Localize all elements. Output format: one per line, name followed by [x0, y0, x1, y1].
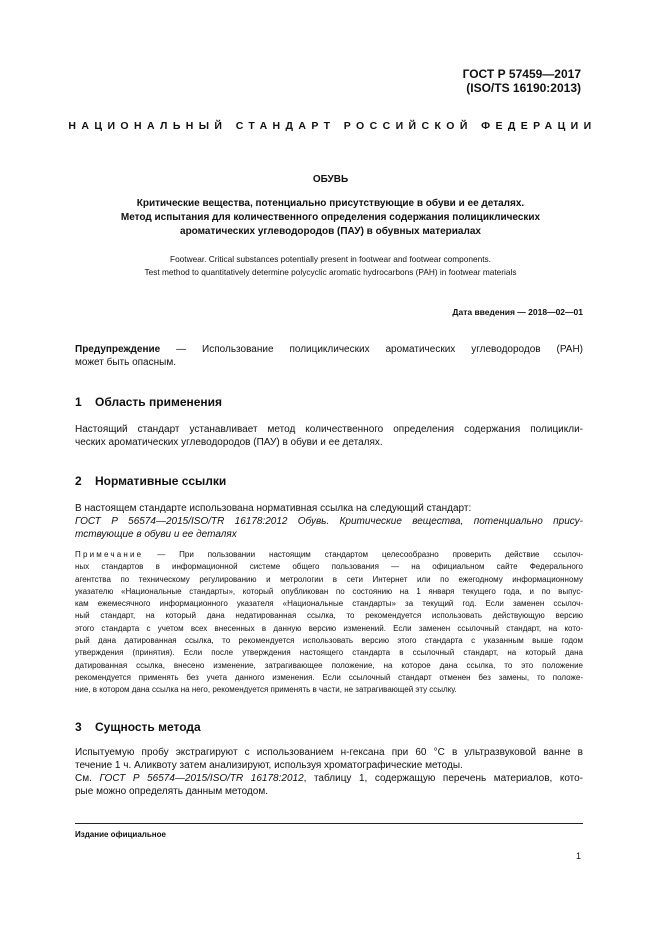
section-3-p2-prefix: См. [75, 773, 100, 784]
section-2-ref-line2: тствующие в обуви и ее деталях [75, 529, 237, 540]
section-3-p1-line1: Испытуемую пробу экстрагируют с использованием н-гексана при 60 °С в ультразвуковой ванне в [75, 747, 583, 758]
note-line-11: ние, в котором дана ссылка на него, рекомендуется применять в части, не затрагивающей эту ссылку. [75, 685, 457, 695]
note-line-4: кам ежемесячного информационного указателя «Национальные стандарты» за текущий год. Если заменен ссылоч- [75, 599, 583, 609]
section-3-number: 3 [75, 720, 82, 734]
note-line-0: — При пользовании настоящим стандартом целесообразно проверить действие ссылоч- [143, 550, 583, 559]
note-line-7: рый дана датированная ссылка, то рекомендуется использовать версию этого стандарта с указанным выше годом [75, 636, 583, 646]
section-1-line2: ческих ароматических углеводородов (ПАУ) в обуви и ее деталях. [75, 437, 383, 448]
section-3-title: Сущность метода [95, 720, 201, 734]
section-3-p2-line2: рые можно определять данным методом. [75, 786, 268, 797]
note-line-10: рекомендуется применять без учета данного изменения. Если ссылочный стандарт отменен без замены, то положе- [75, 672, 583, 682]
english-title [60, 253, 601, 279]
section-1-title: Область применения [95, 395, 223, 409]
note-line-5: ный стандарт, на который дана недатированная ссылка, то рекомендуется использовать действующую версию [75, 611, 583, 621]
national-standard-heading: НАЦИОНАЛЬНЫЙ СТАНДАРТ РОССИЙСКОЙ ФЕДЕРАЦИИ [68, 120, 597, 132]
note-line-6: этого стандарта с учетом всех внесенных в данную версию изменений. Если заменен ссылочный стандарт, на кото- [75, 623, 583, 633]
section-1-heading [75, 395, 222, 409]
document-title: ОБУВЬ [312, 174, 349, 185]
section-2-text [75, 502, 583, 541]
standard-code-line1: ГОСТ Р 57459—2017 [462, 67, 581, 81]
subtitle-line3: ароматических углеводородов (ПАУ) в обувных материалах [180, 226, 481, 237]
footer-divider [75, 823, 583, 824]
section-3-p2-rest: , таблицу 1, содержащую перечень материалов, кото- [303, 773, 584, 784]
subtitle-line2: Метод испытания для количественного определения содержания полициклических [120, 212, 541, 223]
note-line-2: агентства по техническому регулированию и метрологии в сети Интернет или по ежегодному информационному [75, 574, 583, 584]
warning-label: Предупреждение [75, 344, 161, 355]
section-2-line1: В настоящем стандарте использована нормативная ссылка на следующий стандарт: [75, 503, 472, 514]
note-line-1: ных стандартов в информационной системе общего пользования — на официальном сайте Федерального [75, 562, 583, 572]
page-number: 1 [575, 851, 581, 861]
english-title-line2: Test method to quantitatively determine polycyclic aromatic hydrocarbons (PAH) in footwear materials [144, 267, 517, 277]
standard-code-line2: (ISO/TS 16190:2013) [466, 81, 581, 95]
english-title-line1: Footwear. Critical substances potentially present in footwear and footwear components. [170, 254, 491, 264]
section-1-text [75, 423, 583, 449]
official-edition-label: Издание официальное [75, 830, 166, 839]
section-2-heading [75, 474, 226, 488]
warning-paragraph [75, 343, 583, 369]
section-2-ref-line1: ГОСТ Р 56574—2015/ISO/TR 16178:2012 Обувь. Критические вещества, потенциально прису- [75, 516, 583, 527]
section-3-p2-ref: ГОСТ Р 56574—2015/ISO/TR 16178:2012 [99, 773, 304, 784]
document-subtitle [60, 197, 601, 239]
warning-text-line2: может быть опасным. [75, 357, 176, 368]
section-1-number: 1 [75, 395, 82, 409]
subtitle-line1: Критические вещества, потенциально присутствующие в обуви и ее деталях. [136, 198, 525, 209]
standard-code [463, 67, 581, 95]
section-3-heading [75, 720, 201, 734]
note-label: Примечание [75, 550, 144, 559]
section-2-note [75, 549, 583, 697]
warning-text-line1: — Использование полициклических ароматических углеводородов (PAH) [160, 344, 583, 355]
section-2-title: Нормативные ссылки [95, 474, 227, 488]
section-2-number: 2 [75, 474, 82, 488]
introduction-date: Дата введения — 2018—02—01 [452, 307, 583, 317]
section-3-text [75, 746, 583, 798]
note-line-9: датированная ссылка, внесено изменение, затрагивающее положение, на которое дана ссылка, то это положение [75, 660, 583, 670]
note-line-3: указателю «Национальные стандарты», который опубликован по состоянию на 1 января текущего года, и по выпус- [75, 586, 583, 596]
section-1-line1: Настоящий стандарт устанавливает метод количественного определения содержания полицикли- [75, 424, 583, 435]
note-line-8: утверждения (принятия). Если после утверждения настоящего стандарта в ссылочный стандарт, на который дана [75, 648, 583, 658]
section-3-p1-line2: течение 1 ч. Аликвоту затем анализируют, используя хроматографические методы. [75, 760, 463, 771]
